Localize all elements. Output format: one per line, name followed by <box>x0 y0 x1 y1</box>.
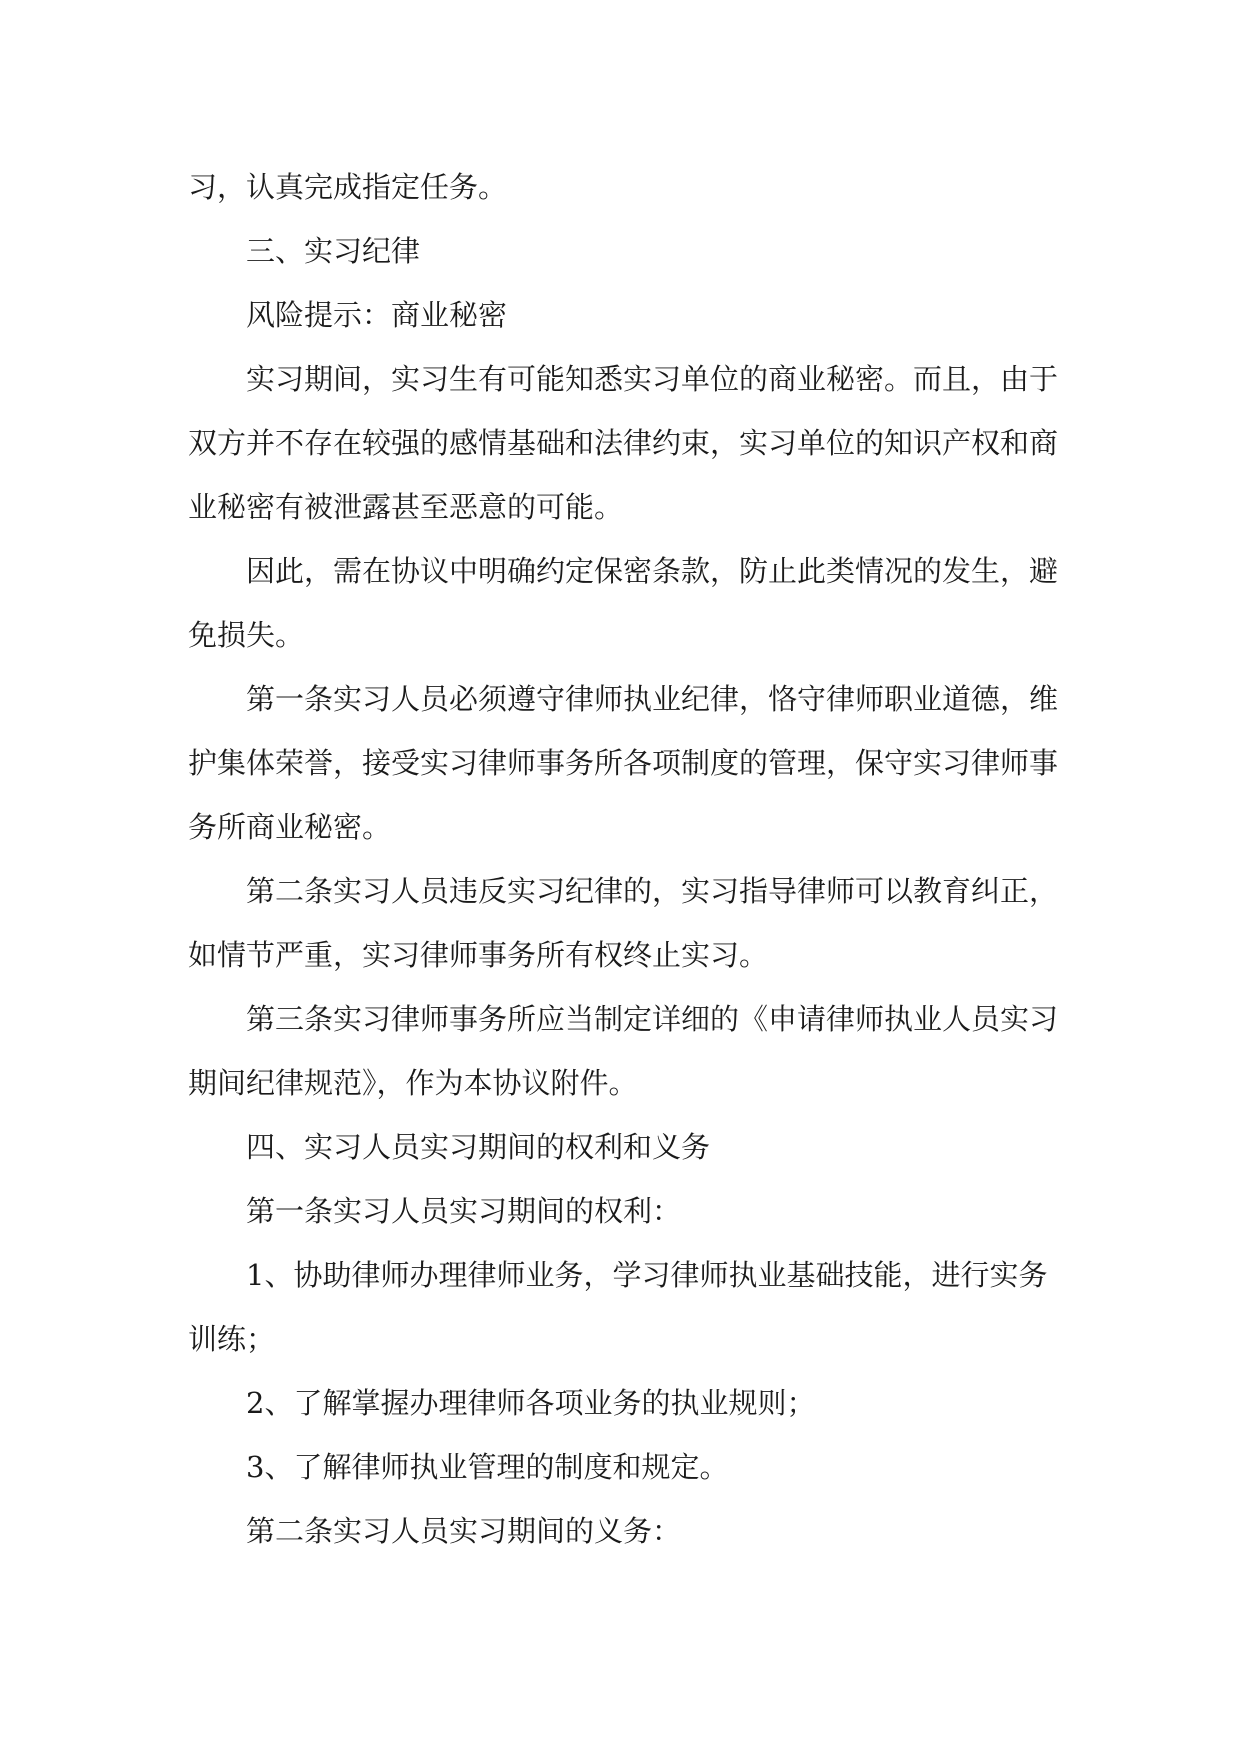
text-line: 第一条实习人员必须遵守律师执业纪律，恪守律师职业道德，维 <box>246 682 1059 716</box>
text-line: 如情节严重，实习律师事务所有权终止实习。 <box>188 938 769 972</box>
list-item: 2、了解掌握办理律师各项业务的执业规则； <box>246 1386 816 1420</box>
text-line: 业秘密有被泄露甚至恶意的可能。 <box>188 490 624 524</box>
text-line: 第三条实习律师事务所应当制定详细的《申请律师执业人员实习 <box>246 1002 1059 1036</box>
text-line: 第二条实习人员违反实习纪律的，实习指导律师可以教育纠正， <box>246 874 1059 908</box>
list-item: 3、了解律师执业管理的制度和规定。 <box>246 1450 729 1484</box>
text-line: 双方并不存在较强的感情基础和法律约束，实习单位的知识产权和商 <box>188 426 1059 460</box>
text-line: 护集体荣誉，接受实习律师事务所各项制度的管理，保守实习律师事 <box>188 746 1059 780</box>
text-line: 实习期间，实习生有可能知悉实习单位的商业秘密。而且，由于 <box>246 362 1059 396</box>
section-heading: 三、实习纪律 <box>246 234 421 268</box>
section-heading: 四、实习人员实习期间的权利和义务 <box>246 1130 711 1164</box>
text-line: 免损失。 <box>188 618 305 652</box>
list-item-continuation: 训练； <box>188 1322 276 1356</box>
text-line: 期间纪律规范》，作为本协议附件。 <box>188 1066 638 1100</box>
document-body <box>188 155 1068 1563</box>
text-line: 因此，需在协议中明确约定保密条款，防止此类情况的发生，避 <box>246 554 1059 588</box>
text-line: 习，认真完成指定任务。 <box>188 170 508 204</box>
risk-note: 风险提示：商业秘密 <box>246 298 508 332</box>
text-line: 第一条实习人员实习期间的权利： <box>246 1194 682 1228</box>
text-line: 第二条实习人员实习期间的义务： <box>246 1514 682 1548</box>
text-line: 务所商业秘密。 <box>188 810 392 844</box>
list-item: 1、协助律师办理律师业务，学习律师执业基础技能，进行实务 <box>246 1258 1048 1292</box>
